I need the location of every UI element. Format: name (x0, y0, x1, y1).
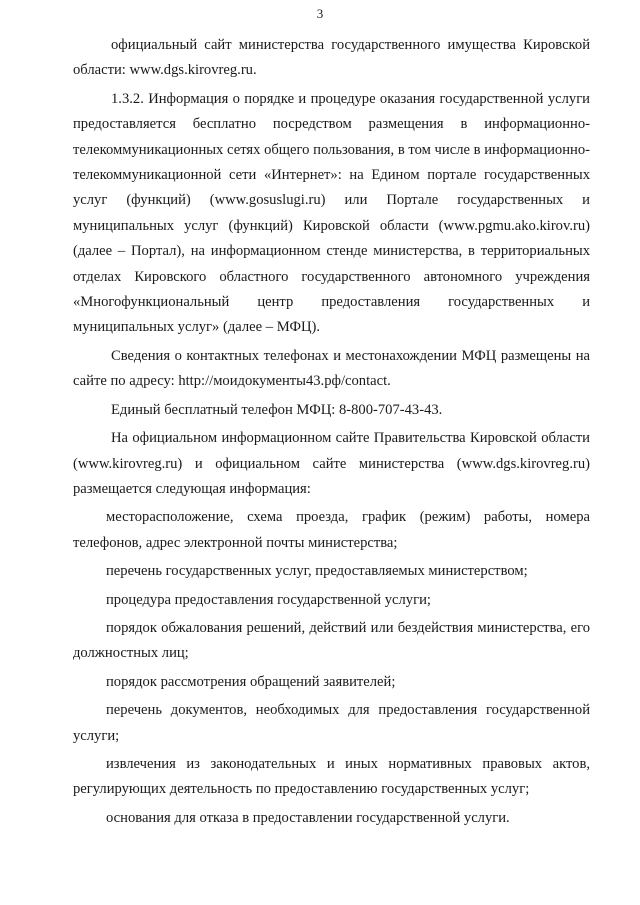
paragraph-mfc-phone: Единый бесплатный телефон МФЦ: 8-800-707-43-43. (111, 401, 443, 418)
list-item-refusal: основания для отказа в предоставлении государственной услуги. (106, 809, 510, 826)
list-item-documents: перечень документов, необходимых для предоставления государственной услуги; (73, 702, 590, 744)
list-item-services: перечень государственных услуг, предоставляемых министерством; (106, 563, 528, 580)
document-body (73, 33, 590, 831)
paragraph-ministry-site: официальный сайт министерства государственного имущества Кировской области: www.dgs.kirovreg.ru. (73, 37, 590, 79)
list-item-location: месторасположение, схема проезда, график (режим) работы, номера телефонов, адрес электронной почты министерства; (73, 509, 590, 551)
paragraph-1-3-2: 1.3.2. Информация о порядке и процедуре оказания государственной услуги предоставляется бесплатно посредством размещения в информационно-телекоммуникационных сетях общего пользования, в том числе в информационно-телекоммуникационной сети «Интернет»: на Едином портале государственных услуг (функций) (www.gosuslugi.ru) или Портале государственных и муниципальных услуг (функций) Кировской области (www.pgmu.ako.kirov.ru) (далее – Портал), на информационном стенде министерства, в территориальных отделах Кировского областного государственного автономного учреждения «Многофункциональный центр предоставления государственных и муниципальных услуг» (далее – МФЦ). (73, 90, 590, 336)
list-item-requests: порядок рассмотрения обращений заявителей; (106, 673, 396, 690)
list-item-appeal: порядок обжалования решений, действий или бездействия министерства, его должностных лиц; (73, 619, 590, 662)
page-number: 3 (316, 6, 324, 21)
list-item-legal-acts: извлечения из законодательных и иных нормативных правовых актов, регулирующих деятельность по предоставлению государственных услуг; (73, 755, 590, 798)
paragraph-mfc-contacts: Сведения о контактных телефонах и местонахождении МФЦ размещены на сайте по адресу: http://моидокументы43.рф/contact. (73, 347, 590, 390)
list-item-procedure: процедура предоставления государственной услуги; (106, 591, 431, 608)
paragraph-info-intro: На официальном информационном сайте Правительства Кировской области (www.kirovreg.ru) и официальном сайте министерства (www.dgs.kirovreg.ru) размещается следующая информация: (73, 430, 590, 497)
